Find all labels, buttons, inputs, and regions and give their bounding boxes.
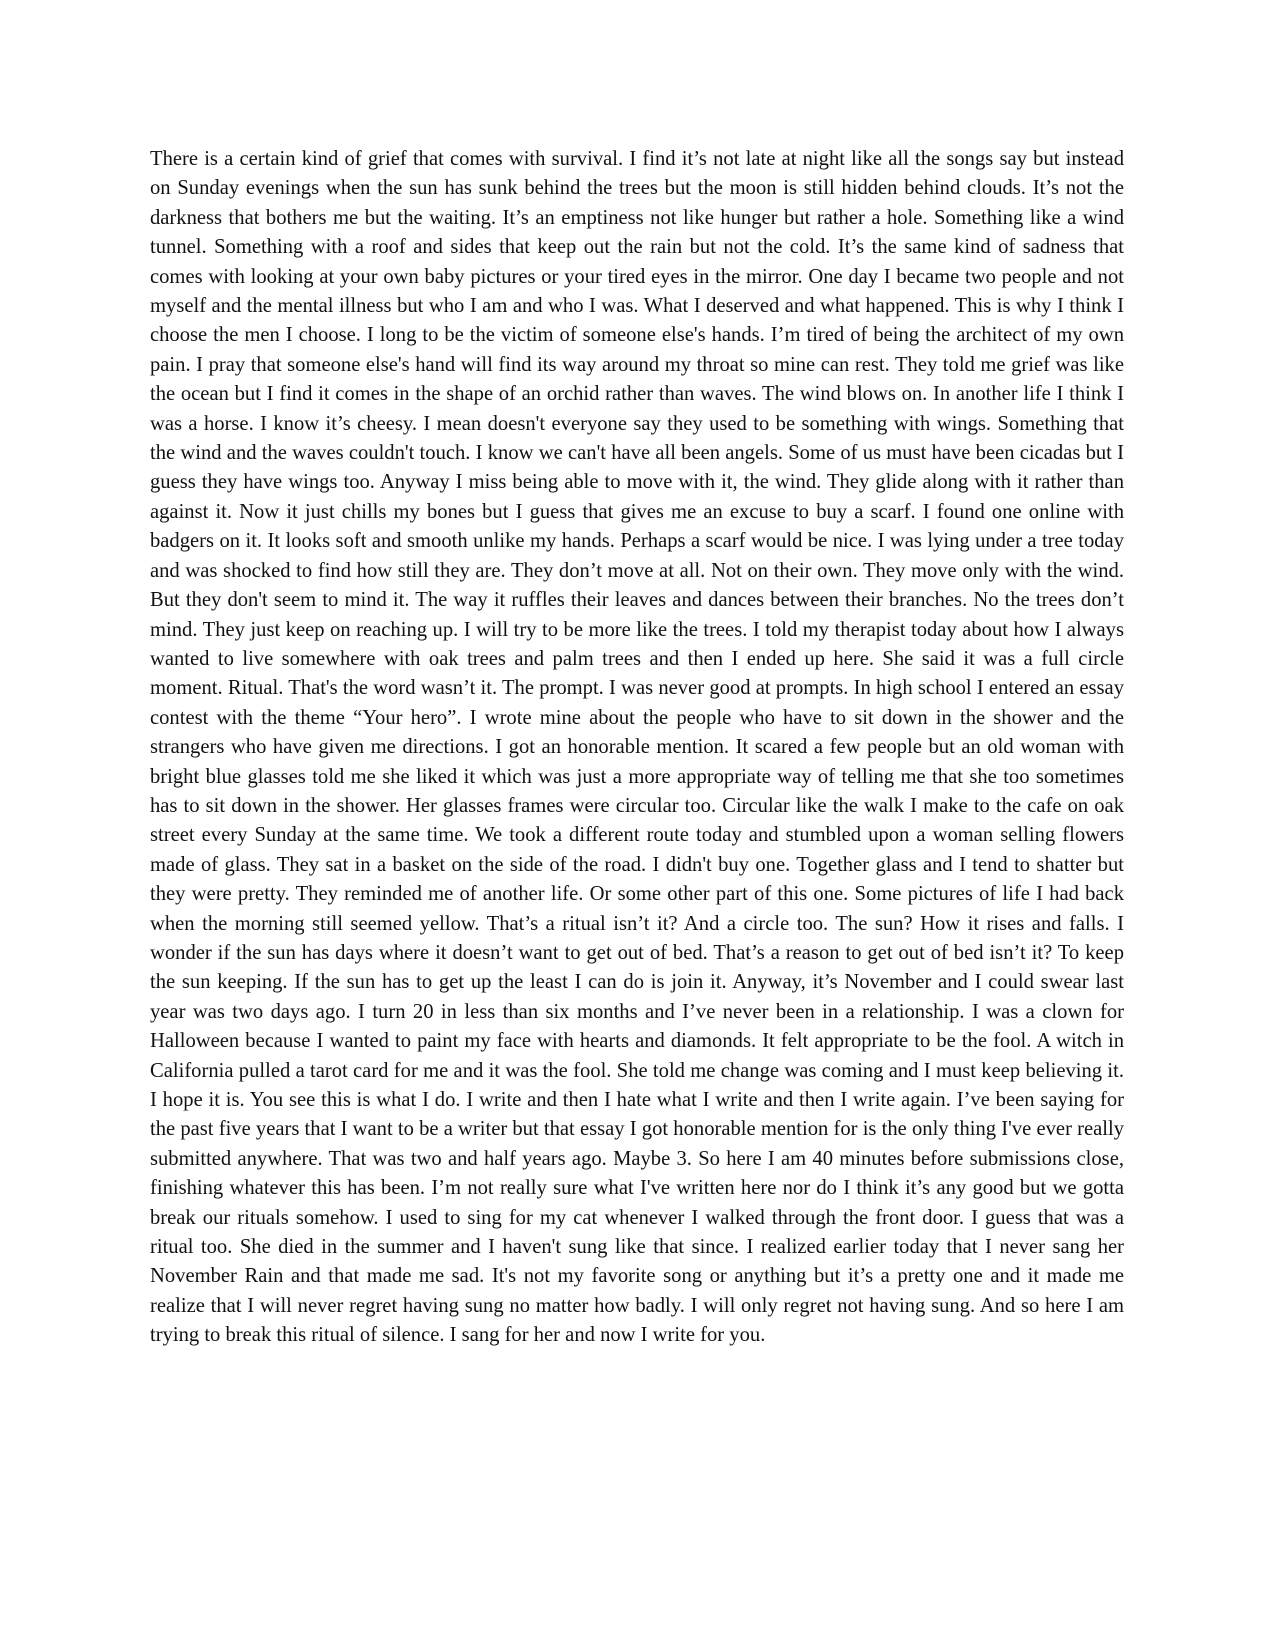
essay-body-paragraph: There is a certain kind of grief that comes with survival. I find it’s not late at night like all the songs say but instead on Sunday evenings when the sun has sunk behind the trees but the moon is still hidden behind clouds. It’s not the darkness that bothers me but the waiting. It’s an emptiness not like hunger but rather a hole. Something like a wind tunnel. Something with a roof and sides that keep out the rain but not the cold. It’s the same kind of sadness that comes with looking at your own baby pictures or your tired eyes in the mirror. One day I became two people and not myself and the mental illness but who I am and who I was. What I deserved and what happened. This is why I think I choose the men I choose. I long to be the victim of someone else's hands. I’m tired of being the architect of my own pain. I pray that someone else's hand will find its way around my throat so mine can rest. They told me grief was like the ocean but I find it comes in the shape of an orchid rather than waves. The wind blows on. In another life I think I was a horse. I know it’s cheesy. I mean doesn't everyone say they used to be something with wings. Something that the wind and the waves couldn't touch. I know we can't have all been angels. Some of us must have been cicadas but I guess they have wings too. Anyway I miss being able to move with it, the wind. They glide along with it rather than against it. Now it just chills my bones but I guess that gives me an excuse to buy a scarf. I found one online with badgers on it. It looks soft and smooth unlike my hands. Perhaps a scarf would be nice. I was lying under a tree today and was shocked to find how still they are. They don’t move at all. Not on their own. They move only with the wind. But they don't seem to mind it. The way it ruffles their leaves and dances between their branches. No the trees don’t mind. They just keep on reaching up. I will try to be more like the trees. I told my therapist today about how I always wanted to live somewhere with oak trees and palm trees and then I ended up here. She said it was a full circle moment. Ritual. That's the word wasn’t it. The prompt. I was never good at prompts. In high school I entered an essay contest with the theme “Your hero”. I wrote mine about the people who have to sit down in the shower and the strangers who have given me directions. I got an honorable mention. It scared a few people but an old woman with bright blue glasses told me she liked it which was just a more appropriate way of telling me that she too sometimes has to sit down in the shower. Her glasses frames were circular too. Circular like the walk I make to the cafe on oak street every Sunday at the same time. We took a different route today and stumbled upon a woman selling flowers made of glass. They sat in a basket on the side of the road. I didn't buy one. Together glass and I tend to shatter but they were pretty. They reminded me of another life. Or some other part of this one. Some pictures of life I had back when the morning still seemed yellow. That’s a ritual isn’t it? And a circle too. The sun? How it rises and falls. I wonder if the sun has days where it doesn’t want to get out of bed. That’s a reason to get out of bed isn’t it? To keep the sun keeping. If the sun has to get up the least I can do is join it. Anyway, it’s November and I could swear last year was two days ago. I turn 20 in less than six months and I’ve never been in a relationship. I was a clown for Halloween because I wanted to paint my face with hearts and diamonds. It felt appropriate to be the fool. A witch in California pulled a tarot card for me and it was the fool. She told me change was coming and I must keep believing it. I hope it is. You see this is what I do. I write and then I hate what I write and then I write again. I’ve been saying for the past five years that I want to be a writer but that essay I got honorable mention for is the only thing I've ever really submitted anywhere. That was two and half years ago. Maybe 3. So here I am 40 minutes before submissions close, finishing whatever this has been. I’m not really sure what I've written here nor do I think it’s any good but we gotta break our rituals somehow. I used to sing for my cat whenever I walked through the front door. I guess that was a ritual too. She died in the summer and I haven't sung like that since. I realized earlier today that I never sang her November Rain and that made me sad. It's not my favorite song or anything but it’s a pretty one and it made me realize that I will never regret having sung no matter how badly. I will only regret not having sung. And so here I am trying to break this ritual of silence. I sang for her and now I write for you. xyxy=(150,148,1124,1347)
